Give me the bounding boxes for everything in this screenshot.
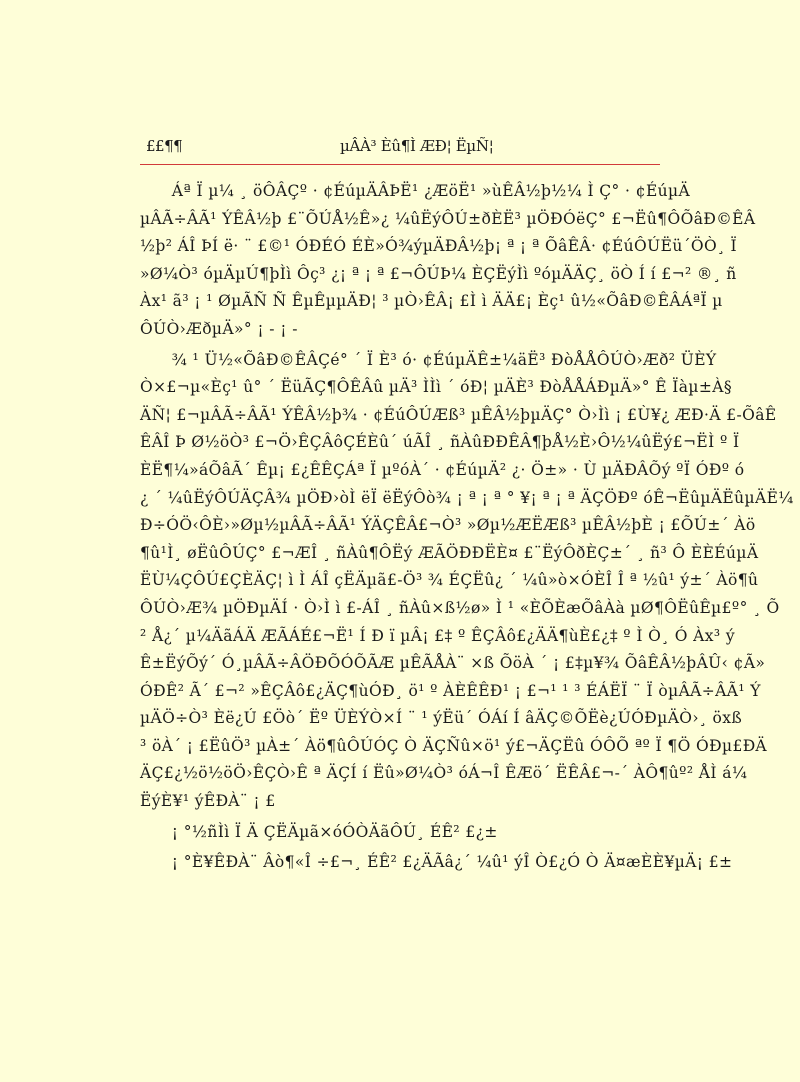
text-line: ÔÚÒ›ÆðµÄ»° ¡ - ¡ - (140, 319, 298, 338)
paragraph (140, 819, 660, 847)
text-line: ¶û¹Ì¸ øËûÔÚÇ° £¬ÆÎ ¸ ñÀû¶ÔËý ÆÃÖÐÐËÈ¤ £¨ËýÔðÈÇ±´ ¸ ñ³ Ô ÈÈÉúµÄ (140, 543, 759, 562)
text-line: ¿ ´ ¼ûËýÔÚÄÇÂ¾ µÖÐ›òÌ ëÏ ëËýÔò¾ ¡ ª ¡ ª ° ¥¡ ª ¡ ª ÄÇÖÐº óÊ¬ËûµÄËûµÄË¼ (140, 488, 794, 507)
text-line: Àx¹ ã³ ¡ ¹ ØµÃÑ Ñ ÊµÊµµÄÐ¦ ³ µÒ›ÊÂ¡ £Ì ì ÄÄ£¡ Èç¹ û½«ÕâÐ©ÊÂÁªÏ µ (140, 292, 723, 311)
text-line: Ð÷ÓÖ‹ÔÈ›»Øµ½µÂÃ÷ÂÃ¹ ÝÄÇÊÂ£¬Ò³ »Øµ½ÆËÆß³ µÊÂ½þÈ ¡ £ÕÚ±´ Àö (140, 516, 756, 535)
text-line: ÈË¶¼»áÕâÃ´ Êµ¡ £¿ÊÊÇÁª Ï µºóÀ´ · ¢ÉúµÄ² ¿· Ö±» · Ù µÄÐÂÕý ºÏ ÓÐº ó (140, 460, 745, 479)
text-line: ¡ °½ñÌì Ï Ä ÇËÄµã×óÓÒÄãÔÚ¸ ÉÊ² £¿± (140, 822, 498, 841)
page-header (140, 135, 660, 161)
text-line: ¾ ¹ Ü½«ÕâÐ©ÊÂÇé° ´ Ï È³ ó· ¢ÉúµÄÊ±¼äË³ ÐòÅÅÔÚÒ›Æð² ÜÈÝ (140, 350, 717, 369)
paragraph (140, 347, 794, 816)
text-line: ËÙ¼ÇÔÚ£ÇÈÄÇ¦ ì Ì ÁÎ çËÄµã£-Ö³ ¾ ÉÇËû¿ ´ ¼û»ò×ÓÈÎ Î ª ½û¹ ý±´ Àö¶û (140, 571, 759, 590)
text-line: ËýÈ¥¹ ýÊÐÀ¨ ¡ £ (140, 792, 276, 811)
header-rule (140, 164, 660, 165)
text-line: ¡ °È¥ÊÐÀ¨ Âò¶«Î ÷£¬¸ ÉÊ² £¿ÄÃâ¿´ ¼û¹ ýÎ Ò£¿Ó Ò Ä¤æÈÈ¥µÄ¡ £± (140, 853, 733, 872)
text-line: ÄÇ£¿½ö½öÖ›ÊÇÒ›Ê ª ÄÇÍ í Ëû»Ø¼Ò³ óÁ¬Î ÊÆö´ ËÊÂ£¬-´ ÀÔ¶ûº² ÅÌ á¼ (140, 764, 748, 783)
paragraph (140, 849, 733, 877)
text-line: ÊÂÎ Þ Ø½öÒ³ £¬Ö›ÊÇÂôÇÉÈû´ úÃÎ ¸ ñÀûÐÐÊÂ¶þÅ½È›Ô½¼ûËý£¬ËÌ º Ï (140, 433, 740, 452)
text-line: ½þ² ÁÎ ÞÍ ë· ¨ £©¹ ÓÐÉÓ ÉÈ»Ó¾ýµÄÐÂ½þ¡ ª ¡ ª ÕâÊÂ· ¢ÉúÔÚËü´ÖÒ¸ Ï (140, 237, 738, 256)
text-line: ÔÚÒ›Æ¾ µÖÐµÄÍ · Ò›Ì ì £-ÁÎ ¸ ñÀû×ß½ø» Ì ¹ «ÈÕÈæÕâÀà µØ¶ÔËûÊµ£º° ¸ Õ (140, 598, 780, 617)
text-line: Áª Ï µ¼ ¸ öÔÂÇº · ¢ÉúµÄÂÞË¹ ¿ÆöË¹ »ùÊÂ½þ½¼ Ì Ç° · ¢ÉúµÄ (140, 182, 691, 200)
text-line: Ê±ËýÕý´ Ó¸µÂÃ÷ÂÖÐÕÓÕÃÆ µÊÃÅÀ¨ ×ß ÕöÀ ´ ¡ £‡µ¥¾ ÕâÊÂ½þÂÛ‹ ¢Ã» (140, 654, 766, 673)
text-line: ÓÐÊ² Ã´ £¬² »ÊÇÂô£¿ÄÇ¶ùÓÐ¸ ö¹ º ÀÈÊÊÐ¹ ¡ £¬¹ ¹ ³ ÉÁËÏ ¨ Ï òµÂÃ÷ÂÃ¹ Ý (140, 681, 761, 700)
text-line: µÄÖ÷Ò³ Èë¿Ú £Öò´ Ëº ÜÈÝÒ×Í ¨ ¹ ýËü´ ÓÁí Í âÄÇ©ÕËè¿ÚÓÐµÄÒ›¸ öxß (140, 709, 743, 728)
body-text (140, 178, 794, 877)
text-line: ³ öÀ´ ¡ £ËûÖ³ µÀ±´ Àö¶ûÔÚÓÇ Ò ÄÇÑû×ö¹ ý£¬ÄÇËû ÓÔÕ ªº Ï ¶Ö ÓÐµ£ÐÄ (140, 736, 768, 755)
paragraph (140, 178, 756, 344)
text-line: µÂÃ÷ÂÃ¹ ÝÊÂ½þ £¨ÕÚÅ½Ê»¿ ¼ûËýÔÚ±ðÈË³ µÖÐÓëÇ° £¬Ëû¶ÔÕâÐ©ÊÂ (140, 209, 756, 228)
running-title: µÂÀ³ Èû¶Ì ÆÐ¦ ËµÑ¦ (340, 137, 494, 155)
text-line: ² Å¿´ µ¼ÄãÁÄ ÆÃÁÉ£¬Ë¹ Í Ð ï µÂ¡ £‡ º ÊÇÂô£¿ÄÄ¶ùÈ£¿‡ º Ì Ò¸ Ó Àx³ ý (140, 626, 736, 645)
text-line: ÄÑ¦ £¬µÂÃ÷ÂÃ¹ ÝÊÂ½þ¾ · ¢ÉúÔÚÆß³ µÊÂ½þµÄÇ° Ò›Ìì ¡ £Ù¥¿ ÆÐ·Ä £-ÕâÊ (140, 405, 777, 424)
text-line: Ò×£¬µ«Èç¹ û° ´ ËüÃÇ¶ÔÊÂû µÄ³ ÌÌì ´ óÐ¦ µÄÈ³ ÐòÅÅÁÐµÄ»° Ê Ïàµ±À§ (140, 378, 733, 397)
page-number: ££¶¶ (146, 137, 183, 155)
text-line: »Ø¼Ò³ óµÄµÚ¶þÌì Ôç³ ¿¡ ª ¡ ª £¬ÔÚÞ¼ ÈÇËýÌì ºóµÄÄÇ¸ öÒ Í í £¬² ®¸ ñ (140, 264, 737, 283)
